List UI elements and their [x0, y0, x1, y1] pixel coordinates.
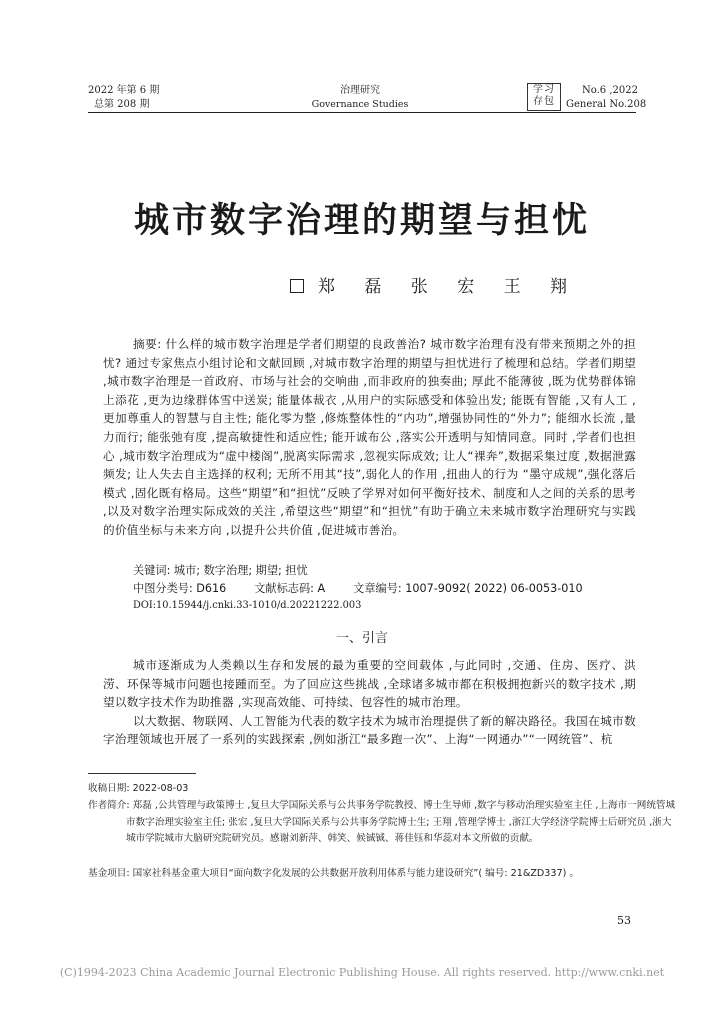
doi: DOI:10.15944/j.cnki.33-1010/d.20221222.003	[133, 600, 362, 611]
issue-total: 总第 208 期	[94, 99, 150, 110]
body-text	[103, 656, 636, 749]
journal-issue-en	[566, 84, 646, 112]
clc-number: 中图分类号: D616	[133, 582, 227, 595]
page-number: 53	[617, 914, 631, 927]
classification-line	[133, 581, 611, 597]
header-rule	[88, 112, 636, 113]
issue-number-en: No.6 ,2022	[582, 85, 638, 96]
article-title: 城市数字治理的期望与担忧	[133, 201, 590, 241]
logo-top-text: 学习	[533, 84, 555, 95]
document-code: 文献标志码: A	[254, 582, 326, 595]
issue-year: 2022 年第 6 期	[88, 85, 160, 96]
logo-bottom-text: 存包	[533, 96, 555, 107]
body-paragraph: 以大数据、物联网、人工智能为代表的数字技术为城市治理提供了新的解决路径。我国在城市数字治理领域也开展了一系列的实践探索 ,例如浙江“最多跑一次”、上海“一网通办”“一网统管”、杭	[103, 713, 636, 747]
author-box-icon	[290, 279, 304, 293]
footnote-rule	[88, 773, 196, 774]
journal-name-cn: 治理研究	[340, 85, 380, 96]
article-number: 文章编号: 1007-9092( 2022) 06-0053-010	[353, 582, 583, 595]
body-paragraph: 城市逐渐成为人类赖以生存和发展的最为重要的空间载体 ,与此同时 ,交通、住房、医疗、洪涝、环保等城市问题也接踵而至。为了回应这些挑战 ,全球诸多城市都在积极拥抱新兴的数字技术 ,期望以数字技术作为助推器 ,实现高效能、可持续、包容性的城市治理。	[103, 658, 636, 710]
journal-issue	[88, 84, 159, 112]
section-heading: 一、引言	[335, 631, 388, 646]
keywords: 关键词: 城市; 数字治理; 期望; 担忧	[133, 564, 308, 577]
journal-logo	[527, 83, 561, 111]
copyright-notice: (C)1994-2023 China Academic Journal Electronic Publishing House. All rights reserved. http://www.cnki.net	[59, 966, 665, 979]
abstract-text: 摘要: 什么样的城市数字治理是学者们期望的良政善治? 城市数字治理有没有带来预期之外的担忧? 通过专家焦点小组讨论和文献回顾 ,对城市数字治理的期望与担忧进行了梳理和总结。学者们期望 ,城市数字治理是一首政府、市场与社会的交响曲 ,而非政府的独奏曲; 厚此不能薄彼 ,既为优势群体锦上添花 ,更为边缘群体雪中送炭; 能量体裁衣 ,从用户的实际感受和体验出发; 能既有智能 ,又有人工 ,更加尊重人的智慧与自主性; 能化零为整 ,修炼整体性的“内功”,增强协同性的“外力”; 能细水长流 ,量力而行; 能张弛有度 ,提高敏捷性和适应性; 能开诚布公 ,落实公开透明与知情同意。同时 ,学者们也担心 ,城市数字治理成为“虚中楼阁”,脱离实际需求 ,忽视实际成效; 让人“裸奔”,数据采集过度 ,数据泄露频发; 让人失去自主选择的权利; 无所不用其“技”,弱化人的作用 ,扭曲人的行为 “墨守成规”,强化落后模式 ,固化既有格局。这些“期望”和“担忧”反映了学界对如何平衡好技术、制度和人之间的关系的思考 ,以及对数字治理实际成效的关注 ,希望这些“期望”和“担忧”有助于确立未来城市数字治理研究与实践的价值坐标与未来方向 ,以提升公共价值 ,促进城市善治。	[103, 337, 636, 537]
footnote-author-info: 作者简介: 郑磊 ,公共管理与政策博士 ,复旦大学国际关系与公共事务学院教授、博士生导师 ,数字与移动治理实验室主任 ,上海市一网统管城市数字治理实验室主任; 张宏 ,复旦大学国际关系与公共事务学院博士生; 王翔 ,管理学博士 ,浙江大学经济学院博士后研究员 ,浙大城市学院城市大脑研究院研究员。感谢刘新萍、韩笑、候铖铖、蒋佳钰和华蕊对本文所做的贡献。	[88, 800, 676, 844]
footnote-fund: 基金项目: 国家社科基金重大项目“面向数字化发展的公共数据开放利用体系与能力建设研究”( 编号: 21&ZD337) 。	[88, 868, 579, 879]
footnote-received: 收稿日期: 2022-08-03	[88, 783, 189, 794]
journal-name-en: Governance Studies	[311, 99, 409, 110]
author-line	[290, 272, 590, 297]
abstract	[103, 335, 636, 540]
issue-general-en: General No.208	[566, 99, 647, 110]
author-names: 郑 磊 张 宏 王 翔	[318, 277, 580, 297]
journal-name	[290, 84, 430, 112]
